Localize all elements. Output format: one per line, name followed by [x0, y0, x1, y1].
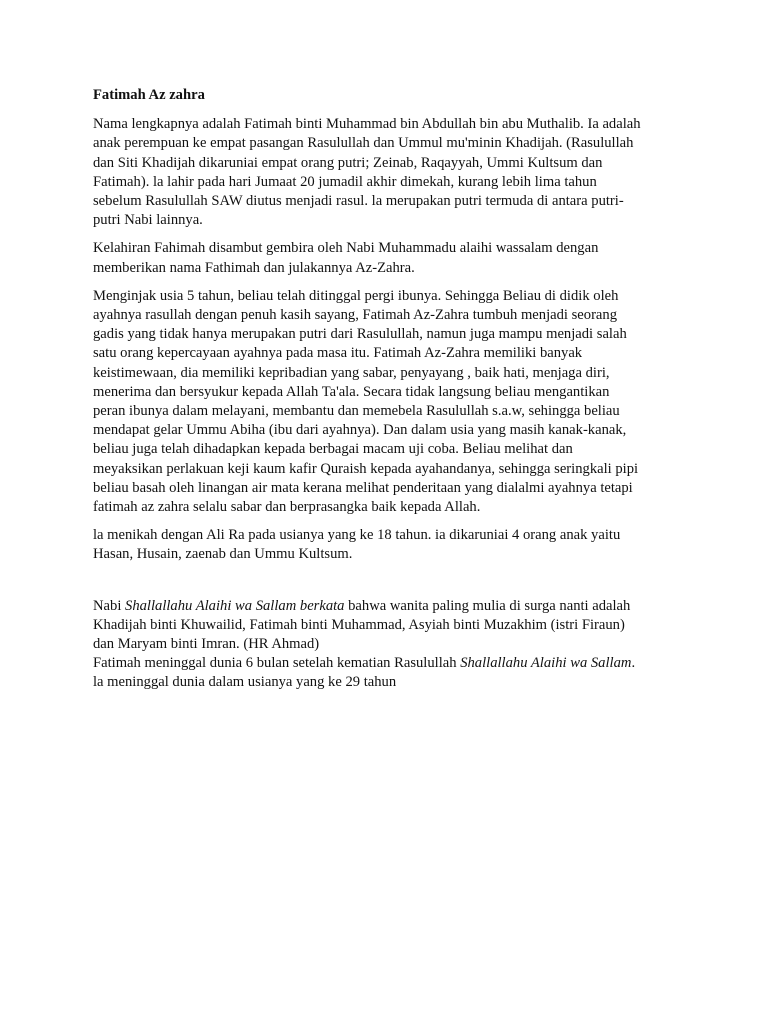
hadith-line-3: dan Maryam binti Imran. (HR Ahmad) — [93, 636, 320, 653]
document-title: Fatimah Az zahra — [93, 87, 205, 103]
hadith-rest: bahwa wanita paling mulia di surga nanti adalah — [344, 597, 631, 614]
paragraph-childhood: Menginjak usia 5 tahun, beliau telah ditinggal pergi ibunya. Sehingga Beliau di didik oleh ayahnya rasullah dengan penuh kasih sayang, Fatimah Az-Zahra tumbuh menjadi seorang gadis yang tidak hanya merupakan putri dari Rasulullah, namun juga mampu menjadi salah satu orang kepercayaan ayahnya pada masa itu. Fatimah Az-Zahra memiliki banyak keistimewaan, dia memiliki kepribadian yang sabar, penyayang , baik hati, menjaga diri, menerima dan bersyukur kepada Allah Ta'ala. Secara tidak langsung beliau mengantikan peran ibunya dalam melayani, membantu dan memebela Rasulullah s.a.w, sehingga beliau mendapat gelar Ummu Abiha (ibu dari ayahnya). Dan dalam usia yang masih kanak-kanak, beliau juga telah dihadapkan kepada berbagai macam uji coba. Beliau melihat dan meyaksikan perlakuan keji kaum kafir Quraish kepada ayahandanya, sehingga seringkali pipi beliau basah oleh linangan air mata kerana melihat penderitaan yang dialalmi ayahnya tetapi fatimah az zahra selalu sabar dan berprasangka baik kepada Allah. — [93, 287, 639, 516]
paragraph-biography: Nama lengkapnya adalah Fatimah binti Muhammad bin Abdullah bin abu Muthalib. Ia adalah anak perempuan ke empat pasangan Rasulullah dan Ummul mu'minin Khadijah. (Rasulullah dan Siti Khadijah dikaruniai empat orang putri; Zeinab, Raqayyah, Ummi Kultsum dan Fatimah). la lahir pada hari Jumaat 20 jumadil akhir dimekah, kurang lebih lima tahun sebelum Rasulullah SAW diutus menjadi rasul. la merupakan putri termuda di antara putri- putri Nabi lainnya. — [93, 116, 641, 229]
hadith-italic-phrase: Shallallahu Alaihi wa Sallam berkata — [125, 597, 345, 614]
hadith-line-2: Khadijah binti Khuwailid, Fatimah binti Muhammad, Asyiah binti Muzakhim (istri Firaun) — [93, 616, 625, 633]
hadith-prefix: Nabi — [93, 597, 126, 614]
paragraph-marriage: la menikah dengan Ali Ra pada usianya yang ke 18 tahun. ia dikaruniai 4 orang anak yaitu Hasan, Husain, zaenab dan Ummu Kultsum. — [93, 527, 621, 563]
death-italic-phrase: Shallallahu Alaihi wa Sallam — [460, 655, 632, 672]
closing-section — [93, 597, 678, 693]
hadith-line-1 — [93, 597, 678, 616]
document-body — [93, 86, 678, 693]
blank-line — [93, 574, 678, 597]
paragraph-birth: Kelahiran Fahimah disambut gembira oleh Nabi Muhammadu alaihi wassalam dengan memberikan nama Fathimah dan julakannya Az-Zahra. — [93, 240, 599, 276]
age-line: la meninggal dunia dalam usianya yang ke 29 tahun — [93, 674, 397, 691]
death-suffix: . — [631, 655, 636, 672]
death-line — [93, 654, 678, 673]
death-prefix: Fatimah meninggal dunia 6 bulan setelah kematian Rasulullah — [93, 655, 461, 672]
